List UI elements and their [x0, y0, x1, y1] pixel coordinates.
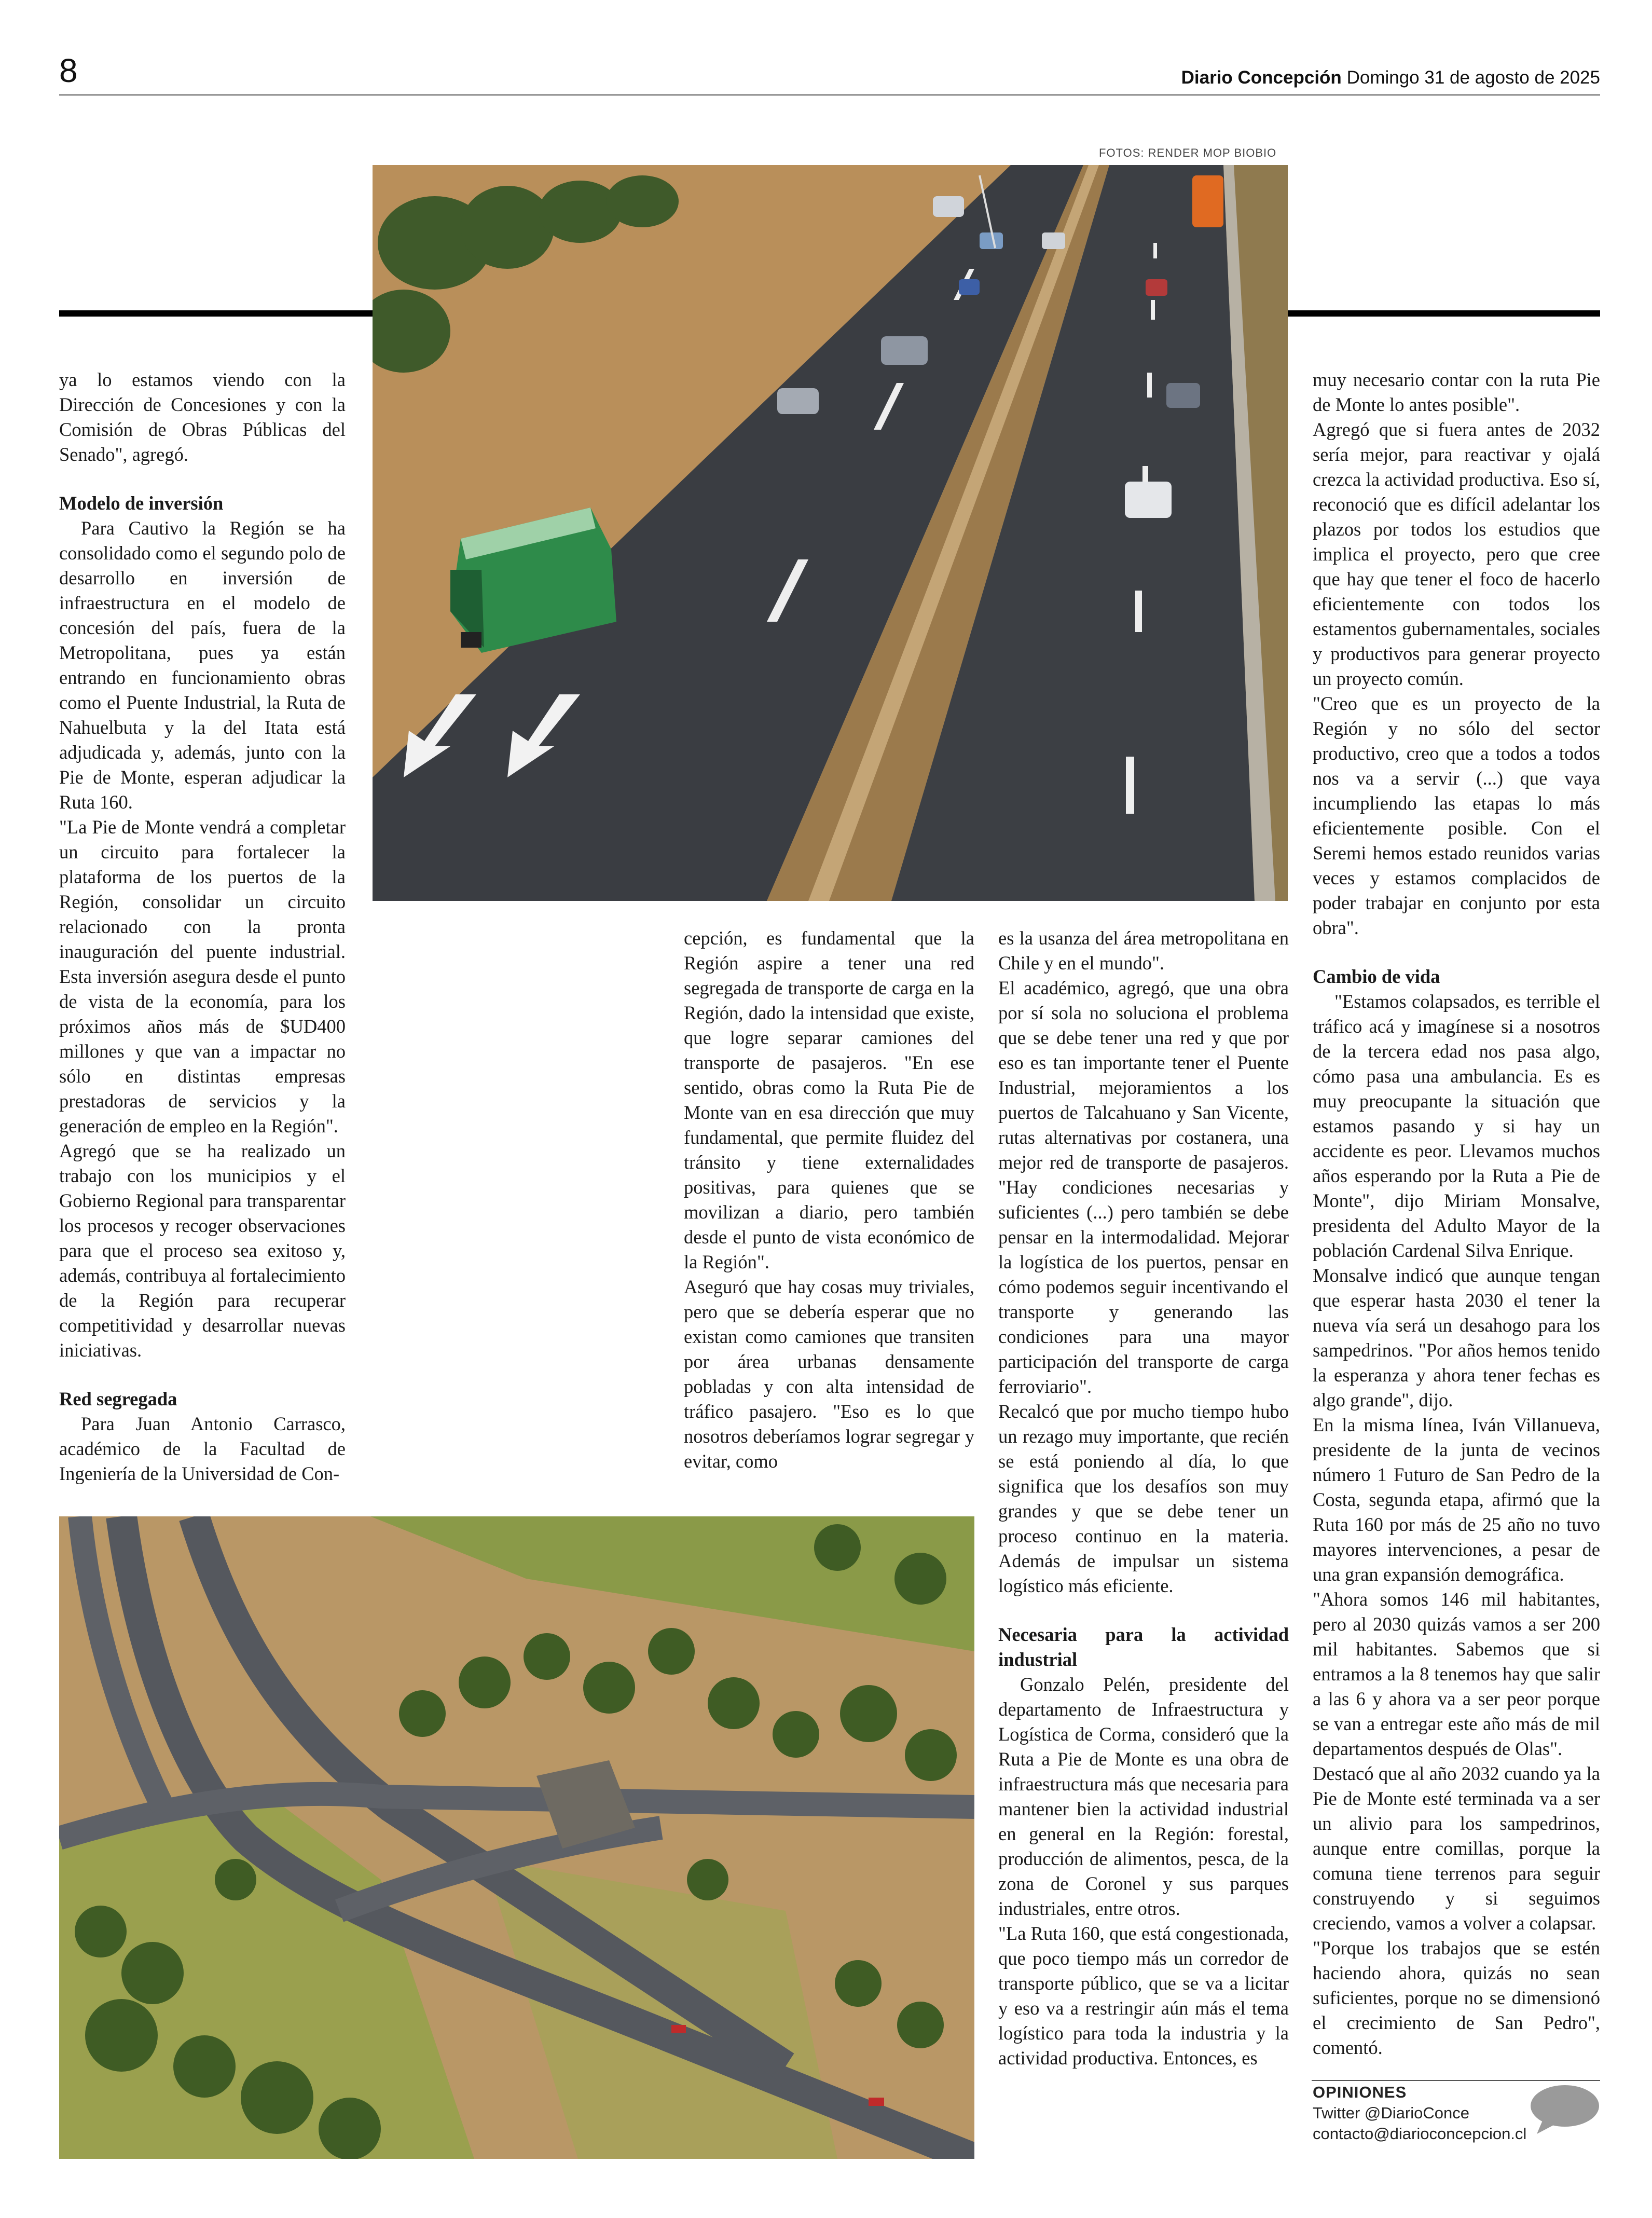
paragraph: En la misma línea, Iván Villanueva, presidente de la junta de vecinos número 1 Futuro de San Pedro de la Costa, segunda etapa, afirmó que la Ruta 160 por más de 25 año no tuvo mayores intervenciones, a pesar de una gran expansión demográfica. — [1313, 1414, 1600, 1585]
publication-name: Diario Concepción — [1181, 67, 1342, 88]
paragraph: muy necesario contar con la ruta Pie de Monte lo antes posible". — [1313, 369, 1600, 415]
page-number: 8 — [59, 52, 78, 89]
paragraph: Destacó que al año 2032 cuando ya la Pie de Monte esté terminada va a ser un alivio para los sampedrinos, aunque entre comillas, porque la comuna tiene terrenos para seguir construyendo y si seguimos creciendo, vamos a volver a colapsar. — [1313, 1763, 1600, 1934]
paragraph: El académico, agregó, que una obra por sí sola no soluciona el problema que se debe tener una red y que por eso es tan importante tener el Puente Industrial, mejoramientos a los puertos de Talcahuano y San Vicente, rutas alternativas por costanera, una mejor red de transporte de pasajeros. "Hay condiciones necesarias y suficientes (...) pero también se debe pensar en la intermodalidad. Mejorar la logística de los puertos, pensar en cómo podemos seguir incentivando el transporte y generando las condiciones para una mayor participación del transporte de carga ferroviario". — [998, 977, 1289, 1397]
header-rule — [59, 94, 1600, 95]
paragraph: ya lo estamos viendo con la Dirección de Concesiones y con la Comisión de Obras Públicas del Senado", agregó. — [59, 369, 346, 465]
publication-date: Domingo 31 de agosto de 2025 — [1346, 67, 1600, 88]
opiniones-rule — [1312, 2080, 1600, 2081]
highway-render-illustration — [373, 165, 1288, 901]
paragraph: "La Ruta 160, que está congestionada, que poco tiempo más un corredor de transporte público, que se va a licitar y eso va a restringir aún más el tema logístico para toda la industria y la actividad productiva. Entonces, es — [998, 1923, 1289, 2069]
paragraph: Agregó que si fuera antes de 2032 sería mejor, para reactivar y ojalá crezca la actividad productiva. Eso sí, reconoció que es difícil adelantar los plazos por todos los estudios que implica el proyecto, pero que cree que hay que tener el foco de hacerlo eficientemente con todos los estamentos gubernamentales, sociales y productivos para generar proyecto un proyecto común. — [1313, 419, 1600, 689]
paragraph: "La Pie de Monte vendrá a completar un circuito para fortalecer la plataforma de los puertos de la Región, consolidar un circuito relacionado con la pronta inauguración del puente industrial. Esta inversión asegura desde el punto de vista de la economía, para los próximos años más de $UD400 millones y que van a impactar no sólo en distintas empresas prestadoras de servicios y la generación de empleo en la Región". — [59, 816, 346, 1137]
subhead-red-segregada: Red segregada — [59, 1388, 177, 1409]
paragraph: Para Cautivo la Región se ha consolidado como el segundo polo de desarrollo en inversión de infraestructura en el modelo de concesión del país, fuera de la Metropolitana, pues ya están entrando en funcionamiento obras como el Puente Industrial, la Ruta de Nahuelbuta y la del Itata está adjudicada y, además, junto con la Pie de Monte, esperan adjudicar la Ruta 160. — [59, 517, 346, 813]
highway-render-photo — [373, 165, 1288, 901]
article-column-3 — [998, 926, 1289, 2071]
paragraph: cepción, es fundamental que la Región aspire a tener una red segregada de transporte de carga en la Región, dado la intensidad que existe, que logre separar camiones del transporte de pasajeros. "En ese sentido, obras como la Ruta Pie de Monte van en esa dirección que muy fundamental, que permite fluidez del tránsito y tiene externalidades positivas, para quienes que se movilizan a diario, pero también desde el punto de vista económico de la Región". — [684, 927, 974, 1272]
paragraph: es la usanza del área metropolitana en Chile y en el mundo". — [998, 927, 1289, 974]
article-column-4 — [1313, 367, 1600, 2060]
article-column-2 — [684, 926, 974, 1474]
speech-bubble-icon — [1527, 2083, 1600, 2135]
interchange-aerial-photo — [59, 1516, 974, 2159]
paragraph: "Estamos colapsados, es terrible el tráfico acá y imagínese si a nosotros de la tercera edad nos pasa algo, cómo pasa una ambulancia. Es es muy preocupante la situación que estamos pasando y si hay un accidente es peor. Llevamos muchos años esperando por la Ruta a Pie de Monte", dijo Miriam Monsalve, presidenta del Adulto Mayor de la población Cardenal Silva Enrique. — [1313, 991, 1600, 1261]
subhead-modelo-inversion: Modelo de inversión — [59, 492, 224, 514]
section-rule-right — [1288, 310, 1600, 317]
paragraph: Aseguró que hay cosas muy triviales, pero que se debería esperar que no existan como camiones que transiten por área urbanas densamente pobladas y con alta intensidad de tráfico pasajero. "Eso es lo que nosotros deberíamos lograr segregar y evitar, como — [684, 1276, 974, 1472]
paragraph: "Ahora somos 146 mil habitantes, pero al 2030 quizás vamos a ser 200 mil habitantes. Sabemos que si entramos a la 8 tenemos hay que salir a las 6 y ahora va a ser peor porque se van a entregar este año más de mil departamentos después de Olas". — [1313, 1589, 1600, 1759]
subhead-necesaria: Necesaria para la actividad industrial — [998, 1624, 1289, 1670]
article-column-1 — [59, 367, 346, 1486]
paragraph: "Porque los trabajos que se estén haciendo ahora, quizás no sean suficientes, porque no se dimensionó el crecimiento de San Pedro", comentó. — [1313, 1937, 1600, 2058]
twitter-handle[interactable]: Twitter @DiarioConce — [1313, 2104, 1469, 2122]
opiniones-box — [1313, 2082, 1526, 2144]
paragraph: Gonzalo Pelén, presidente del departamento de Infraestructura y Logística de Corma, consideró que la Ruta a Pie de Monte es una obra de infraestructura más que necesaria para mantener bien la actividad industrial en general en la Región: forestal, producción de alimentos, pesca, de la zona de Coronel y sus parques industriales, entre otros. — [998, 1674, 1289, 1919]
photo-credit: FOTOS: RENDER MOP BIOBIO — [1099, 146, 1277, 159]
opiniones-title: OPINIONES — [1313, 2083, 1407, 2101]
paragraph: "Creo que es un proyecto de la Región y no sólo del sector productivo, creo que a todos a todos nos va a servir (...) que vaya incumpliendo las etapas lo más eficientemente posible. Con el Seremi hemos estado reunidos varias veces y estamos complacidos de poder trabajar en conjunto por esta obra". — [1313, 693, 1600, 938]
paragraph: Para Juan Antonio Carrasco, académico de la Facultad de Ingeniería de la Universidad de Con- — [59, 1413, 346, 1484]
subhead-cambio-de-vida: Cambio de vida — [1313, 966, 1440, 987]
contact-email[interactable]: contacto@diarioconcepcion.cl — [1313, 2125, 1527, 2143]
paragraph: Recalcó que por mucho tiempo hubo un rezago muy importante, que recién se está poniendo al día, lo que significa que los desafíos son muy grandes y que se debe tener un proceso continuo en la materia. Además de impulsar un sistema logístico más eficiente. — [998, 1401, 1289, 1596]
masthead — [1181, 67, 1600, 88]
section-rule-left — [59, 310, 373, 317]
paragraph: Agregó que se ha realizado un trabajo con los municipios y el Gobierno Regional para transparentar los procesos y recoger observaciones para que el proceso sea exitoso y, además, contribuya al fortalecimiento de la Región para recuperar competitividad y desarrollar nuevas iniciativas. — [59, 1140, 346, 1361]
paragraph: Monsalve indicó que aunque tengan que esperar hasta 2030 el tener la nueva vía será un desahogo para los sampedrinos. "Por años hemos tenido la esperanza y ahora tener fechas es algo grande", dijo. — [1313, 1265, 1600, 1411]
interchange-aerial-illustration — [59, 1516, 974, 2159]
